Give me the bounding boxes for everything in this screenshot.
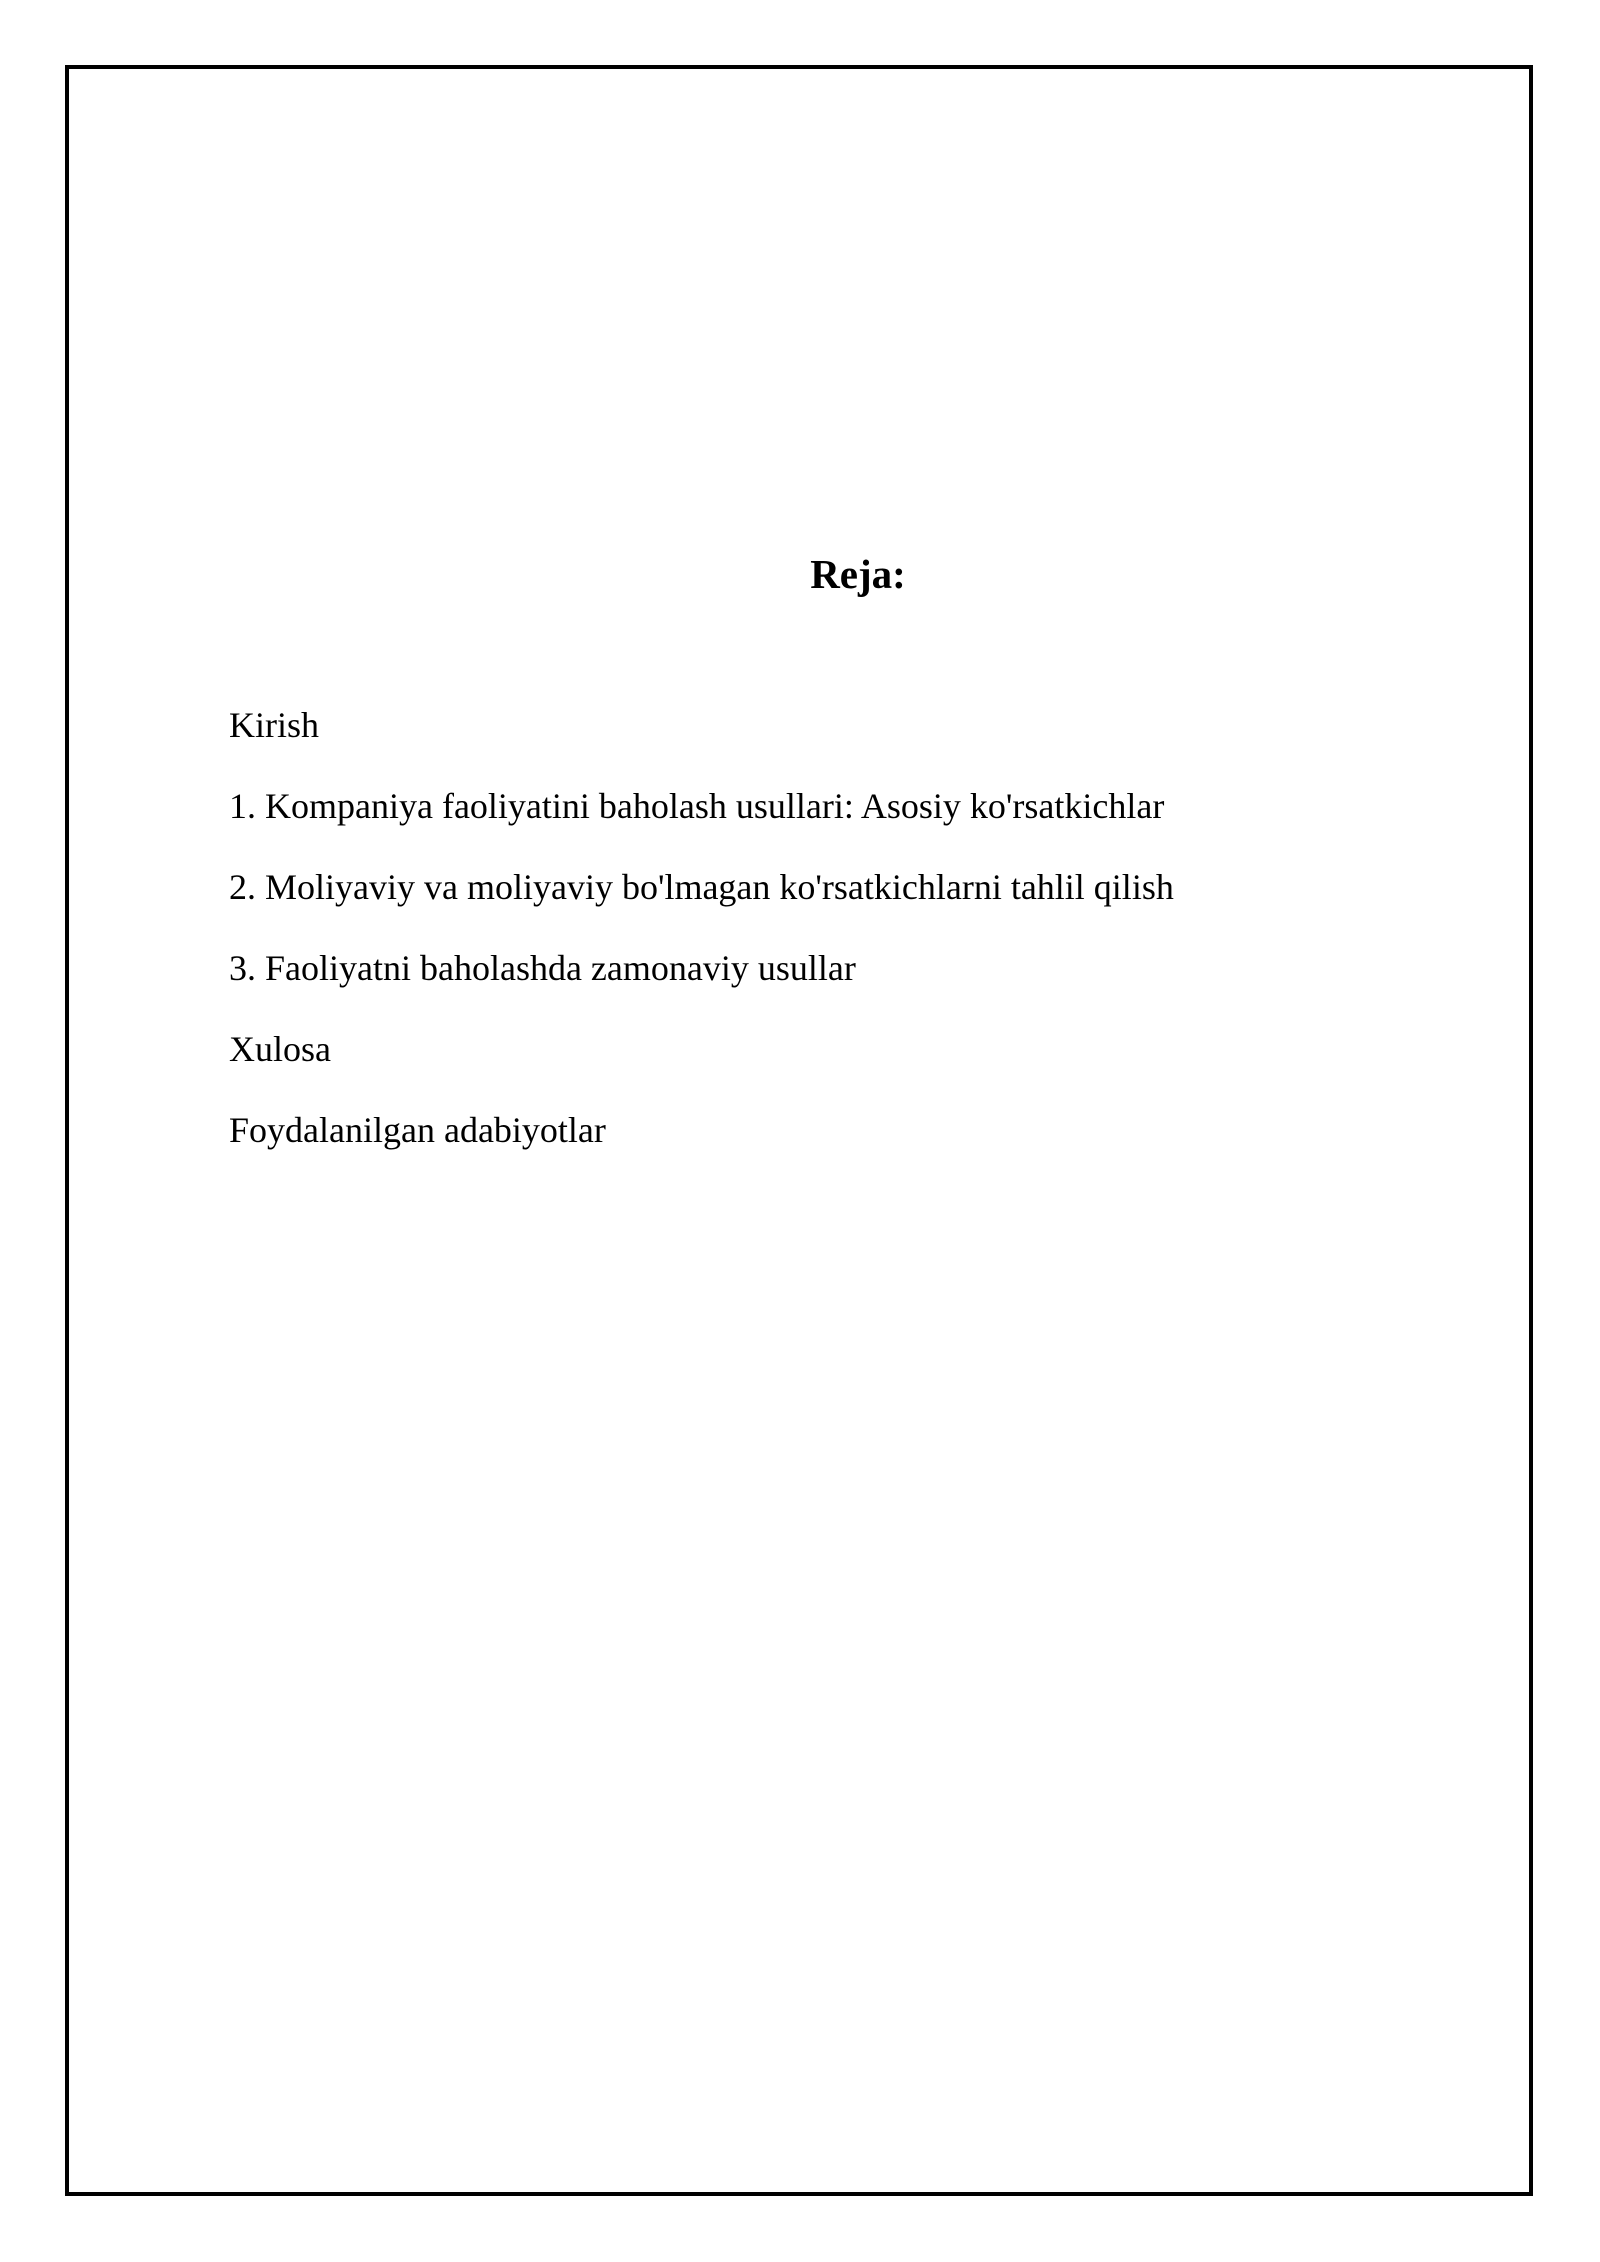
plan-list bbox=[229, 700, 1174, 1186]
plan-item-2: 2. Moliyaviy va moliyaviy bo'lmagan ko'rsatkichlarni tahlil qilish bbox=[229, 867, 1174, 907]
plan-item-conclusion: Xulosa bbox=[229, 1029, 331, 1069]
plan-item-1: 1. Kompaniya faoliyatini baholash usullari: Asosiy ko'rsatkichlar bbox=[229, 786, 1165, 826]
plan-item-references: Foydalanilgan adabiyotlar bbox=[229, 1110, 606, 1150]
plan-item-3: 3. Faoliyatni baholashda zamonaviy usullar bbox=[229, 948, 856, 988]
page-title: Reja: bbox=[810, 551, 906, 597]
plan-item-introduction: Kirish bbox=[229, 705, 319, 745]
